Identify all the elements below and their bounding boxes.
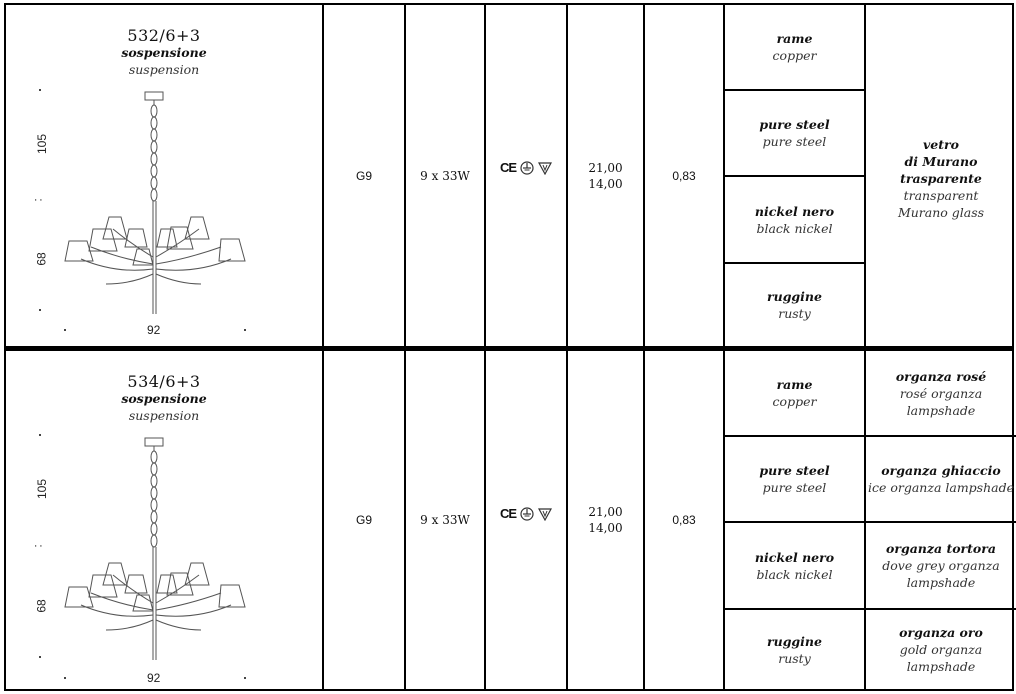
wattage: 9 x 33W <box>420 168 470 183</box>
product-code: 534/6+3 <box>127 372 201 391</box>
finish-italian: rame <box>776 31 813 46</box>
socket-type: G9 <box>355 513 372 527</box>
finish-option <box>725 351 864 435</box>
shade-italian: organza oro <box>899 625 983 640</box>
finish-option <box>725 175 864 262</box>
ground-symbol-icon <box>520 507 534 521</box>
product-row-532 <box>4 3 1014 348</box>
dim-dot <box>39 434 41 436</box>
shade-option <box>866 351 1016 435</box>
shade-english: dove grey organza <box>882 558 1000 573</box>
finish-italian: nickel nero <box>754 549 835 565</box>
finish-english: pure steel <box>762 134 827 149</box>
dim-height: 105 <box>35 133 50 155</box>
glass-column <box>864 5 1016 346</box>
price-cell <box>566 5 643 346</box>
shade-english: ice organza lampshade <box>867 480 1014 495</box>
dim-separator: : <box>30 198 45 202</box>
shade-english: rosé organza <box>899 385 983 401</box>
glass-line: di Murano <box>904 153 978 169</box>
finish-english: pure steel <box>762 480 827 495</box>
type-english: suspension <box>128 408 200 423</box>
product-code: 532/6+3 <box>127 26 201 45</box>
product-header <box>6 373 322 424</box>
ground-symbol-icon <box>520 161 534 175</box>
glass-description <box>866 133 1016 223</box>
type-english: suspension <box>128 62 200 77</box>
finish-italian: pure steel <box>759 463 830 478</box>
product-image-cell <box>6 5 322 346</box>
finish-english: copper <box>772 394 817 409</box>
wattage-cell <box>404 351 484 689</box>
finish-english: rusty <box>778 650 811 666</box>
wattage-cell <box>404 5 484 346</box>
dim-width: 92 <box>147 323 161 337</box>
socket-cell <box>322 351 404 689</box>
shade-italian: organza rosé <box>895 368 987 384</box>
type-italian: sospensione <box>121 45 207 60</box>
wattage: 9 x 33W <box>420 513 470 527</box>
dim-dot <box>64 329 66 331</box>
finish-italian: ruggine <box>767 289 822 304</box>
socket-type: G9 <box>355 168 372 183</box>
finish-italian: rame <box>776 377 813 392</box>
dim-dot <box>244 329 246 331</box>
product-row-534 <box>4 348 1014 691</box>
dim-dot <box>39 89 41 91</box>
dim-min-height: 68 <box>34 252 49 266</box>
shade-english: gold organza <box>899 642 983 657</box>
chandelier-drawing <box>61 89 261 319</box>
finish-option <box>725 608 864 689</box>
finish-option <box>725 89 864 175</box>
weight-cell <box>643 5 723 346</box>
dim-height: 105 <box>35 478 50 500</box>
certification-cell <box>484 351 566 689</box>
dim-dot <box>244 677 246 679</box>
price-value-2: 14,00 <box>588 521 623 535</box>
shade-column <box>864 351 1016 689</box>
triangle-v-icon <box>538 507 552 521</box>
glass-line: Murano glass <box>897 204 985 220</box>
weight-cell <box>643 351 723 689</box>
finish-option <box>725 5 864 89</box>
certification-marks <box>500 506 552 521</box>
finish-english: black nickel <box>756 566 833 582</box>
finish-english: copper <box>772 48 817 63</box>
type-italian: sospensione <box>121 391 207 406</box>
weight-value: 0,83 <box>672 168 696 183</box>
finish-option <box>725 521 864 608</box>
finish-english: rusty <box>778 306 811 321</box>
shade-option <box>866 521 1016 608</box>
ce-mark-icon: CE <box>499 506 517 521</box>
socket-cell <box>322 5 404 346</box>
price-value-2: 14,00 <box>588 176 623 191</box>
finish-option <box>725 435 864 521</box>
dim-dot <box>64 677 66 679</box>
product-header <box>6 27 322 78</box>
certification-marks <box>500 160 552 175</box>
glass-line: vetro <box>923 136 959 152</box>
glass-line: transparent <box>903 187 979 203</box>
dim-separator: : <box>30 544 45 548</box>
shade-italian: organza ghiaccio <box>881 463 1001 478</box>
weight-value: 0,83 <box>672 513 696 527</box>
triangle-v-icon <box>538 161 552 175</box>
finish-italian: pure steel <box>759 117 830 132</box>
chandelier-drawing <box>61 435 261 665</box>
dim-dot <box>39 309 41 311</box>
shade-italian: organza tortora <box>886 541 996 556</box>
finish-italian: ruggine <box>767 633 822 649</box>
price-value-1: 21,00 <box>588 505 623 519</box>
price-value-1: 21,00 <box>588 160 623 175</box>
dim-min-height: 68 <box>34 599 49 613</box>
dim-dot <box>39 656 41 658</box>
finish-column <box>723 5 864 346</box>
finish-column <box>723 351 864 689</box>
certification-cell <box>484 5 566 346</box>
finish-option <box>725 262 864 346</box>
shade-option <box>866 608 1016 689</box>
finish-italian: nickel nero <box>754 203 835 219</box>
shade-english: lampshade <box>906 402 976 418</box>
shade-option <box>866 435 1016 521</box>
ce-mark-icon: CE <box>499 160 517 175</box>
glass-line: trasparente <box>900 170 982 186</box>
shade-english: lampshade <box>906 575 976 590</box>
shade-english: lampshade <box>906 659 976 674</box>
finish-english: black nickel <box>756 220 833 236</box>
price-cell <box>566 351 643 689</box>
product-image-cell <box>6 351 322 689</box>
dim-width: 92 <box>147 671 161 685</box>
